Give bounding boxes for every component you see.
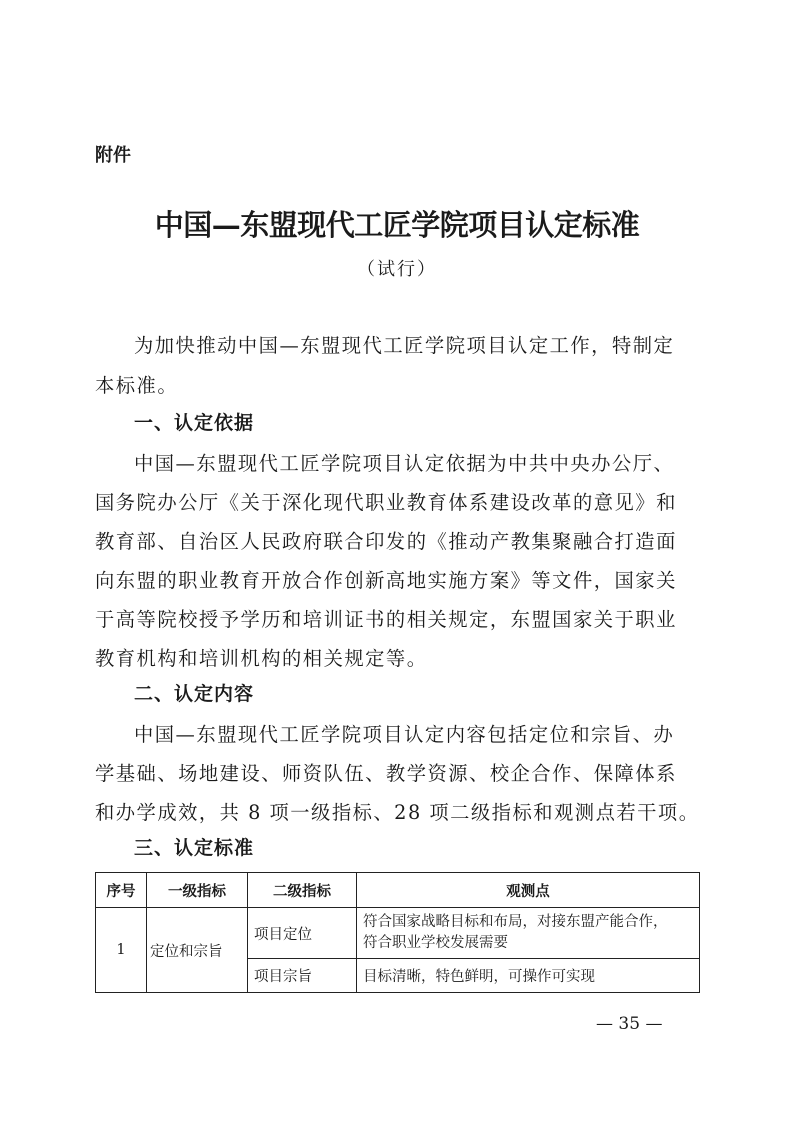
observation-line: 目标清晰，特色鲜明，可操作可实现	[363, 969, 595, 985]
header-level1: 一级指标	[147, 873, 248, 908]
section-heading-content: 二、认定内容	[134, 683, 255, 705]
content-line: 中国—东盟现代工匠学院项目认定内容包括定位和宗旨、办	[134, 723, 675, 746]
table-row	[96, 908, 700, 959]
document-title: 中国—东盟现代工匠学院项目认定标准	[154, 208, 640, 242]
content-line: 学基础、场地建设、师资队伍、教学资源、校企合作、保障体系	[95, 762, 677, 785]
cell-observation	[357, 908, 700, 959]
basis-line: 中国—东盟现代工匠学院项目认定依据为中共中央办公厅、	[134, 452, 675, 475]
basis-line: 教育机构和培训机构的相关规定等。	[95, 647, 428, 670]
cell-level1: 定位和宗旨	[147, 908, 248, 993]
document-subtitle: （试行）	[357, 259, 437, 280]
attachment-label: 附件	[95, 145, 131, 166]
cell-observation	[357, 959, 700, 993]
intro-line-1: 为加快推动中国—东盟现代工匠学院项目认定工作，特制定	[134, 334, 675, 357]
section-heading-standard: 三、认定标准	[134, 837, 255, 859]
header-observation: 观测点	[357, 873, 700, 908]
header-no: 序号	[96, 873, 147, 908]
content-line: 和办学成效，共 8 项一级指标、28 项二级指标和观测点若干项。	[95, 801, 700, 824]
cell-level2: 项目宗旨	[248, 959, 357, 993]
cell-no: 1	[96, 908, 147, 993]
cell-level2: 项目定位	[248, 908, 357, 959]
basis-line: 向东盟的职业教育开放合作创新高地实施方案》等文件，国家关	[95, 569, 677, 592]
basis-line: 教育部、自治区人民政府联合印发的《推动产教集聚融合打造面	[95, 530, 677, 553]
observation-line: 符合职业学校发展需要	[363, 935, 508, 951]
header-level2: 二级指标	[248, 873, 357, 908]
standard-table	[95, 872, 700, 993]
page-number: — 35 —	[596, 1014, 663, 1034]
basis-line: 于高等院校授予学历和培训证书的相关规定，东盟国家关于职业	[95, 608, 677, 631]
intro-line-2: 本标准。	[95, 374, 179, 397]
section-heading-basis: 一、认定依据	[134, 412, 255, 434]
table-header-row	[96, 873, 700, 908]
observation-line: 符合国家战略目标和布局，对接东盟产能合作，	[363, 914, 668, 930]
basis-line: 国务院办公厅《关于深化现代职业教育体系建设改革的意见》和	[95, 491, 677, 514]
